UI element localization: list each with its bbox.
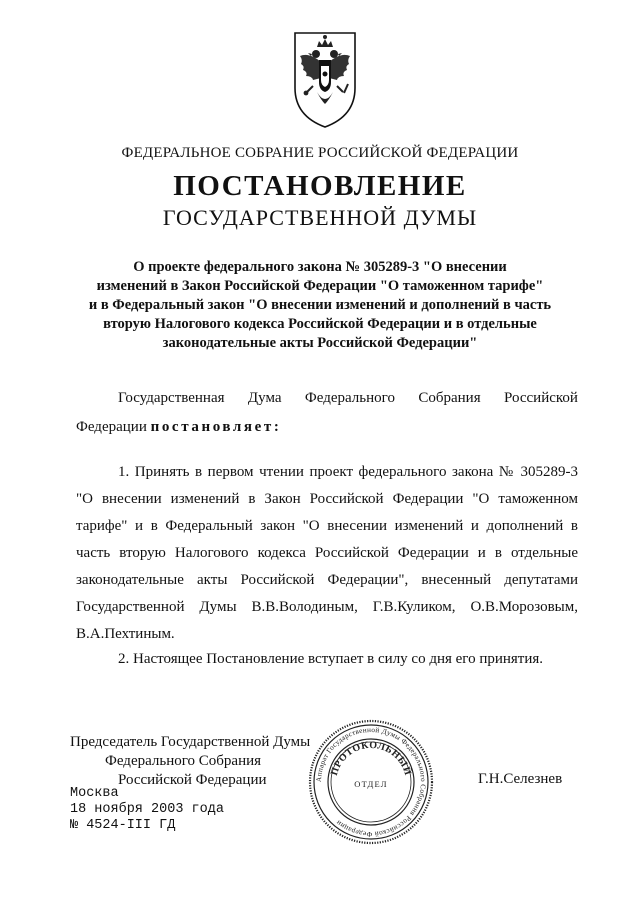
preamble-word: Федерального [304,390,395,406]
document-subtitle: ГОСУДАРСТВЕННОЙ ДУМЫ [162,205,478,230]
organization-name: ФЕДЕРАЛЬНОЕ СОБРАНИЕ РОССИЙСКОЙ ФЕДЕРАЦИИ [121,145,519,161]
preamble-line [76,384,578,413]
resolves-word: постановляет: [150,419,282,435]
stamp-outer-text: Аппарат Государственной Думы Федерального Собрания Российской Федерации [314,725,428,839]
paragraph-line: Государственной Думы В.В.Володиным, Г.В.Куликом, О.В.Морозовым, [76,599,578,615]
signature-title [70,733,310,790]
document-number: № 4524-III ГД [70,818,176,833]
paragraph-1 [76,459,578,648]
city: Москва [70,786,119,801]
place-date-block [70,786,224,834]
round-seal-stamp-icon [306,717,436,847]
russian-coat-of-arms-icon [291,30,359,130]
preamble-word: Федерации [76,419,147,435]
paragraph-2: 2. Настоящее Постановление вступает в силу со дня его принятия. [118,651,544,667]
paragraph-line: тарифе" и в Федеральный закон "О внесении изменений и дополнений в [76,518,578,534]
paragraph-line: В.А.Пехтиным. [76,626,175,642]
heading-line: и в Федеральный закон "О внесении изменений и дополнений в часть [88,297,552,313]
preamble-word: Собрания [418,390,481,406]
resolution-heading [70,258,570,353]
heading-line: О проекте федерального закона № 305289-3 "О внесении [133,259,507,275]
stamp-inner-bottom-text: ОТДЕЛ [354,779,388,789]
preamble-word: Российской [504,390,578,406]
document-title: ПОСТАНОВЛЕНИЕ [173,170,467,202]
date: 18 ноября 2003 года [70,802,224,817]
paragraph-line: законодательные акты Российской Федерации", внесенный депутатами [76,572,578,588]
preamble-word: Государственная [118,390,225,406]
stamp-inner-top-text: ПРОТОКОЛЬНЫЙ [328,739,414,777]
paragraph-line: 1. Принять в первом чтении проект федерального закона № 305289-3 [118,464,578,480]
signature-line: Федерального Собрания [105,753,262,769]
signature-line: Российской Федерации [118,772,267,788]
heading-line: законодательные акты Российской Федерации" [162,335,478,351]
preamble [76,384,578,442]
preamble-line [76,413,578,442]
signer-name: Г.Н.Селезнев [478,771,563,787]
preamble-word: Дума [247,390,282,406]
paragraph-line: "О внесении изменений в Закон Российской Федерации "О таможенном [76,491,578,507]
svg-text:ПРОТОКОЛЬНЫЙ [329,740,414,777]
paragraph-line: часть вторую Налогового кодекса Российской Федерации и в отдельные [76,545,578,561]
heading-line: изменений в Закон Российской Федерации "О таможенном тарифе" [96,278,544,294]
heading-line: вторую Налогового кодекса Российской Федерации и в отдельные [103,316,537,332]
signature-line: Председатель Государственной Думы [70,734,311,750]
